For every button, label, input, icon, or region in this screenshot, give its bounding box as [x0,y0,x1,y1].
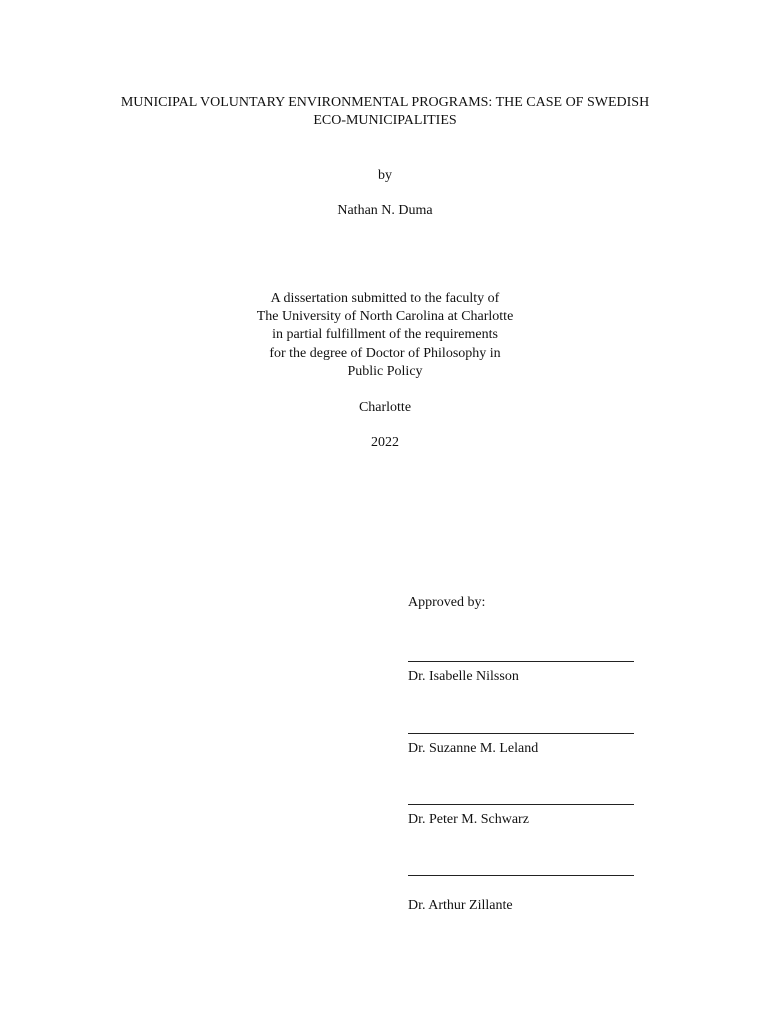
statement-line-1: A dissertation submitted to the faculty of [270,291,500,306]
committee-member-name: Dr. Suzanne M. Leland [408,741,539,756]
dissertation-title-line-1: MUNICIPAL VOLUNTARY ENVIRONMENTAL PROGRAMS: THE CASE OF SWEDISH [120,95,650,110]
approved-by-label: Approved by: [408,595,486,610]
signature-line [408,804,634,805]
committee-member-name: Dr. Arthur Zillante [408,898,513,913]
statement-line-3: in partial fulfillment of the requirements [272,327,498,342]
year: 2022 [371,435,399,450]
statement-line-5: Public Policy [347,364,423,379]
signature-block [408,733,634,758]
signature-block [408,661,634,686]
signature-block [408,875,634,915]
by-label: by [378,168,392,183]
statement-line-2: The University of North Carolina at Charlotte [256,309,514,324]
author-name: Nathan N. Duma [337,203,433,218]
signature-line [408,875,634,876]
statement-line-4: for the degree of Doctor of Philosophy in [269,346,501,361]
committee-member-name: Dr. Peter M. Schwarz [408,812,529,827]
committee-member-name: Dr. Isabelle Nilsson [408,669,519,684]
signature-line [408,661,634,662]
signature-block [408,804,634,829]
signature-line [408,733,634,734]
dissertation-title-line-2: ECO-MUNICIPALITIES [313,113,457,128]
city: Charlotte [358,400,412,415]
